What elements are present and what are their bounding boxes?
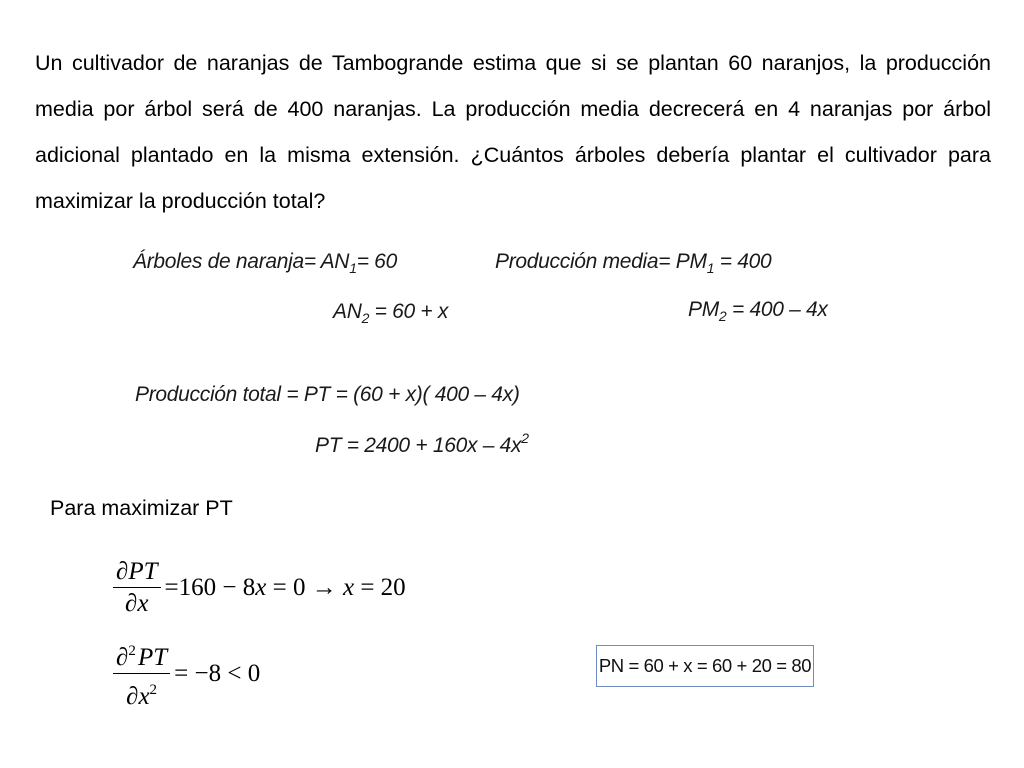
- result-box: PN = 60 + x = 60 + 20 = 80: [596, 645, 814, 687]
- equation-pm1: Producción media= $PM_1 = 400$: [495, 250, 772, 276]
- first-derivative-fraction: $\frac{\partial PT}{\partial x}$: [113, 558, 161, 618]
- second-derivative-fraction: $\frac{\partial^2 PT}{\partial x^2}$: [113, 637, 170, 711]
- maximize-label: Para maximizar PT: [50, 496, 233, 520]
- equation-pm2: $PM_2 = 400 - 4x$: [688, 298, 828, 324]
- first-derivative-equation: $\frac{\partial PT}{\partial x}$ =160 − 8 x = 0 → x = 20: [113, 558, 406, 618]
- problem-statement: Un cultivador de naranjas de Tambogrande estima que si se plantan 60 naranjos, la producción media por árbol será de 400 naranjas. La producción media decrecerá en 4 naranjas por árbol adicional plantado en la misma extensión. ¿Cuántos árboles debería plantar el cultivador para maximizar la producción total?: [35, 51, 991, 213]
- second-derivative-equation: $\frac{\partial^2 PT}{\partial x^2}$ = −8 < 0: [113, 637, 260, 711]
- equation-an2: $AN_2 = 60 + x$: [333, 300, 449, 326]
- equation-total-production-expanded: PT = $2400 + 160x - 4x^2$: [315, 430, 529, 457]
- equation-total-production: Producción total = PT = (60 + x)( 400 – 4x): [135, 383, 520, 406]
- equation-an1: Árboles de naranja= $AN_1= 60$: [133, 250, 397, 276]
